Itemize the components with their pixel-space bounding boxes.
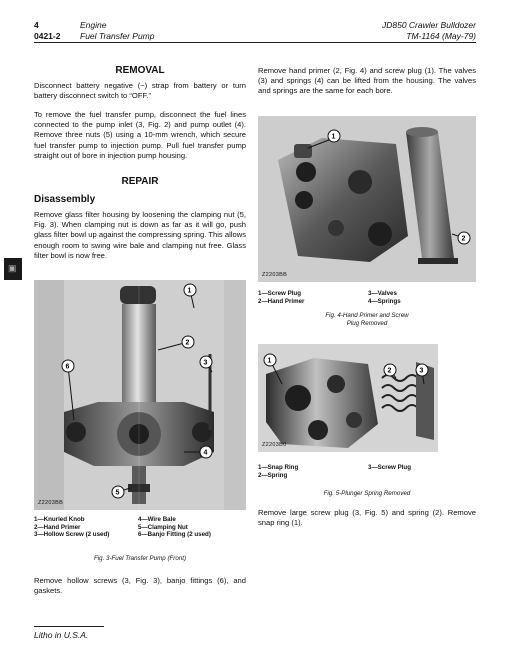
section-code: 0421-2 [34,31,61,41]
section-title: Engine [80,20,107,30]
fig3-callout-3: 3 [203,359,208,367]
fig5-callout-1: 1 [267,357,272,365]
fig3-legend-right [138,516,246,539]
disassembly-heading: Disassembly [34,194,96,205]
fig5-photo [258,344,438,452]
fig4-legend-right [368,290,476,305]
fig4-photo [258,116,476,282]
legend-item: 2—Hand Primer [258,297,305,305]
legend-item: 3—Hollow Screw (2 used) [34,531,110,539]
page-subtitle: Fuel Transfer Pump [80,31,155,41]
final-left-paragraph: Remove hollow screws (3, Fig. 3), banjo fittings (6), and gaskets. [34,576,246,596]
footer-rule [34,626,104,627]
final-right-paragraph: Remove large screw plug (3, Fig. 5) and spring (2). Remove snap ring (1). [258,508,476,528]
repair-heading: REPAIR [121,176,159,187]
fig3-legend-left [34,516,134,539]
disassembly-paragraph: Remove glass filter housing by loosening the clamping nut (5, Fig. 3). When clamping nut is down as far as it will go, push glass filter bowl up against the compressing spring. This allows enough room to swing wire bale and clamping nut free. Glass filter bowl is now free. [34,210,246,260]
fig5-caption: Fig. 5-Plunger Spring Removed [323,490,411,497]
fig5-photo-tag: Z2203B0 [262,442,287,448]
fig5-callout-2: 2 [387,367,392,375]
removal-paragraph-2: To remove the fuel transfer pump, disconnect the fuel lines connected to the pump inlet (3, Fig. 2) and pump outlet (4). Remove three nuts (5) using a 10-mm wrench, which secure fuel transfer pump to injection pump. Pull fuel transfer pump straight out of bore in injection pump housing. [34,110,246,160]
fig3-photo [34,280,246,510]
fig4-caption-line-1: Fig. 4-Hand Primer and Screw [325,312,409,319]
legend-item: 1—Snap Ring [258,464,299,471]
machine-name: JD850 Crawler Bulldozer [381,20,476,30]
manual-reference: TM-1164 (May-79) [406,31,476,41]
legend-item: 3—Valves [368,290,397,297]
fig5-legend-left [258,464,358,479]
fig3-photo-tag: Z2203BB [38,500,64,506]
header-rule [34,42,476,43]
legend-item: 6—Banjo Fitting (2 used) [138,531,211,539]
fig4-caption-line-2: Plug Removed [346,320,388,327]
fig3-callout-1: 1 [187,287,192,295]
right-intro-paragraph: Remove hand primer (2, Fig. 4) and screw plug (1). The valves (3) and springs (4) can be lifted from the housing. The valves and springs are the same for each bore. [258,66,476,96]
legend-item: 1—Screw Plug [258,290,301,297]
fig3-callout-6: 6 [65,363,70,371]
legend-item: 2—Spring [258,471,288,479]
fig4-caption [258,312,476,328]
fig3-callout-4: 4 [203,449,208,457]
fig5-legend-right [368,464,476,472]
fig4-callout-2: 2 [461,235,466,243]
fig4-legend-left [258,290,358,305]
legend-item: 3—Screw Plug [368,464,411,471]
fig4-callout-1: 1 [331,133,336,141]
litho-note: Litho in U.S.A. [34,630,89,640]
legend-item: 4—Wire Bale [138,516,176,523]
legend-item: 1—Knurled Knob [34,516,85,523]
fig3-caption: Fig. 3-Fuel Transfer Pump (Front) [93,555,187,562]
fig3-callout-5: 5 [115,489,120,497]
fig3-callout-2: 2 [185,339,190,347]
legend-item: 4—Springs [368,297,401,305]
legend-item: 2—Hand Primer [34,523,81,531]
fig5-callout-3: 3 [419,367,424,375]
page-number: 4 [34,20,39,30]
fig4-photo-tag: Z2203BB [262,272,288,278]
removal-heading: REMOVAL [115,65,165,76]
removal-paragraph-1: Disconnect battery negative (−) strap from battery or turn battery disconnect switch to “OFF.” [34,81,246,101]
section-tab-marker: ▣ [4,258,22,280]
legend-item: 5—Clamping Nut [138,523,188,531]
